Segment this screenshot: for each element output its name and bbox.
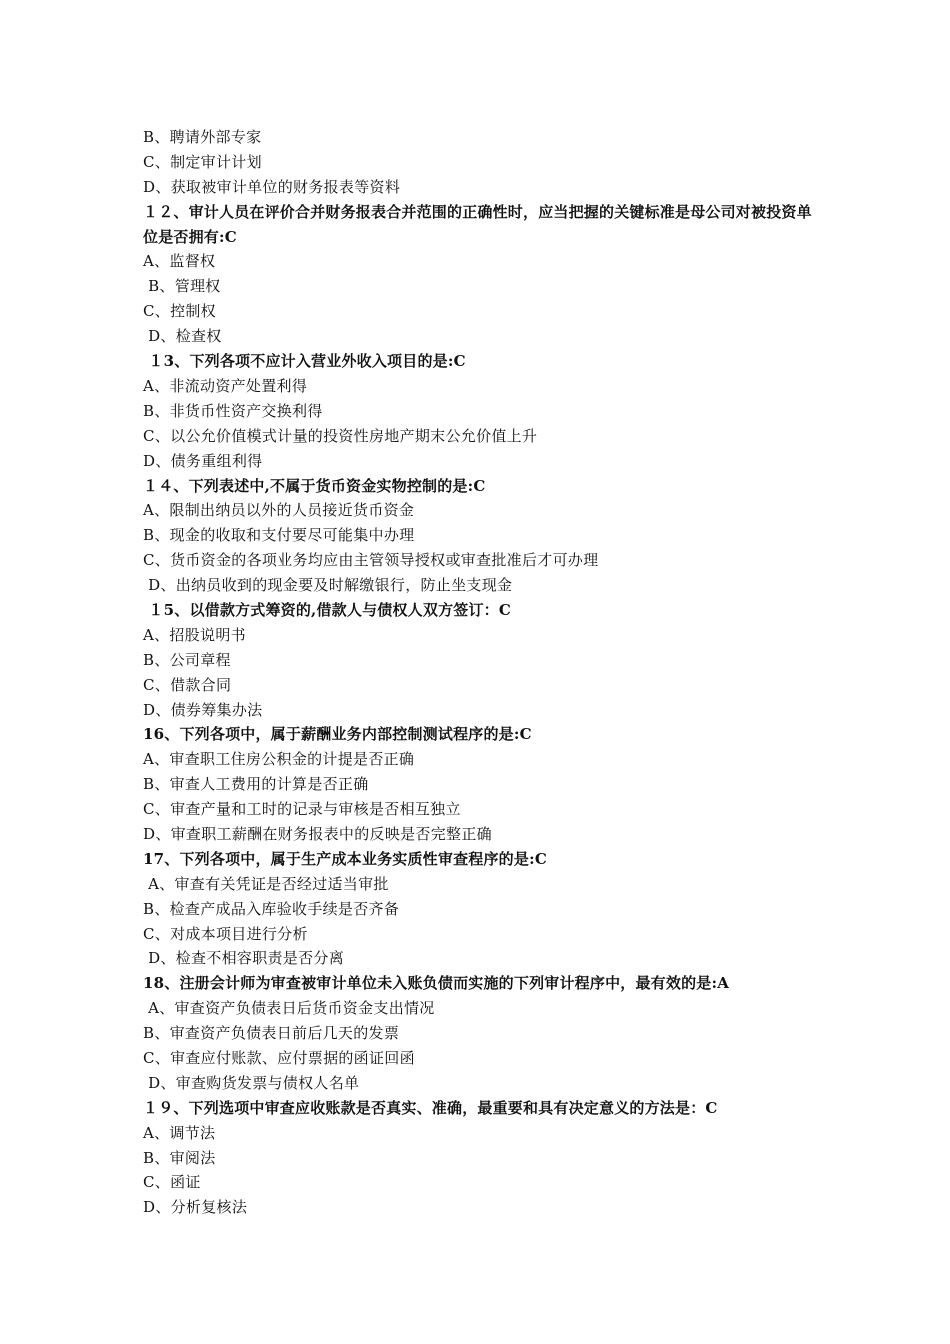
- option-line: D、出纳员收到的现金要及时解缴银行，防止坐支现金: [143, 576, 513, 595]
- question-line: １5、以借款方式筹资的,借款人与债权人双方签订：C: [143, 600, 512, 619]
- question-line: 18、注册会计师为审查被审计单位未入账负债而实施的下列审计程序中，最有效的是:A: [143, 974, 730, 993]
- option-line: B、管理权: [143, 277, 221, 296]
- question-line: １２、审计人员在评价合并财务报表合并范围的正确性时，应当把握的关键标准是母公司对被投资单位是否拥有:C: [143, 202, 812, 246]
- option-line: A、调节法: [143, 1123, 216, 1142]
- option-line: C、对成本项目进行分析: [143, 924, 308, 943]
- option-line: C、控制权: [143, 302, 216, 321]
- option-line: B、现金的收取和支付要尽可能集中办理: [143, 526, 415, 545]
- option-line: B、聘请外部专家: [143, 128, 262, 146]
- option-line: D、债券筹集办法: [143, 700, 263, 719]
- question-line: １3、下列各项不应计入营业外收入项目的是:C: [143, 352, 466, 371]
- option-line: C、货币资金的各项业务均应由主管领导授权或审查批准后才可办理: [143, 551, 599, 570]
- option-line: B、公司章程: [143, 650, 231, 669]
- option-line: A、监督权: [143, 252, 216, 271]
- option-line: B、审查资产负债表日前后几天的发票: [143, 1024, 400, 1043]
- option-line: D、获取被审计单位的财务报表等资料: [143, 177, 401, 196]
- option-line: B、审阅法: [143, 1148, 216, 1167]
- option-line: B、非货币性资产交换利得: [143, 401, 323, 420]
- option-line: C、制定审计计划: [143, 152, 262, 171]
- document-body: [143, 125, 823, 1220]
- option-line: A、非流动资产处置利得: [143, 376, 308, 395]
- option-line: C、以公允价值模式计量的投资性房地产期末公允价值上升: [143, 426, 538, 445]
- option-line: D、分析复核法: [143, 1198, 248, 1217]
- option-line: C、借款合同: [143, 675, 232, 694]
- option-line: A、限制出纳员以外的人员接近货币资金: [143, 501, 415, 520]
- option-line: B、检查产成品入库验收手续是否齐备: [143, 899, 400, 918]
- option-line: A、审查职工住房公积金的计提是否正确: [143, 750, 415, 769]
- option-line: D、债务重组利得: [143, 451, 263, 470]
- option-line: C、审查产量和工时的记录与审核是否相互独立: [143, 800, 461, 819]
- option-line: A、审查资产负债表日后货币资金支出情况: [143, 999, 435, 1018]
- option-line: D、检查权: [143, 327, 222, 346]
- option-line: A、招股说明书: [143, 625, 246, 644]
- question-line: １４、下列表述中,不属于货币资金实物控制的是:C: [143, 476, 486, 495]
- question-line: １９、下列选项中审查应收账款是否真实、准确，最重要和具有决定意义的方法是：C: [143, 1098, 718, 1117]
- option-line: B、审查人工费用的计算是否正确: [143, 775, 369, 794]
- question-line: 16、下列各项中，属于薪酬业务内部控制测试程序的是:C: [143, 725, 532, 744]
- option-line: A、审查有关凭证是否经过适当审批: [143, 874, 389, 893]
- question-line: 17、下列各项中，属于生产成本业务实质性审查程序的是:C: [143, 849, 547, 868]
- option-line: D、检查不相容职责是否分离: [143, 949, 344, 968]
- option-line: D、审查职工薪酬在财务报表中的反映是否完整正确: [143, 824, 492, 843]
- option-line: D、审查购货发票与债权人名单: [143, 1073, 360, 1092]
- option-line: C、审查应付账款、应付票据的函证回函: [143, 1048, 415, 1067]
- option-line: C、函证: [143, 1173, 201, 1192]
